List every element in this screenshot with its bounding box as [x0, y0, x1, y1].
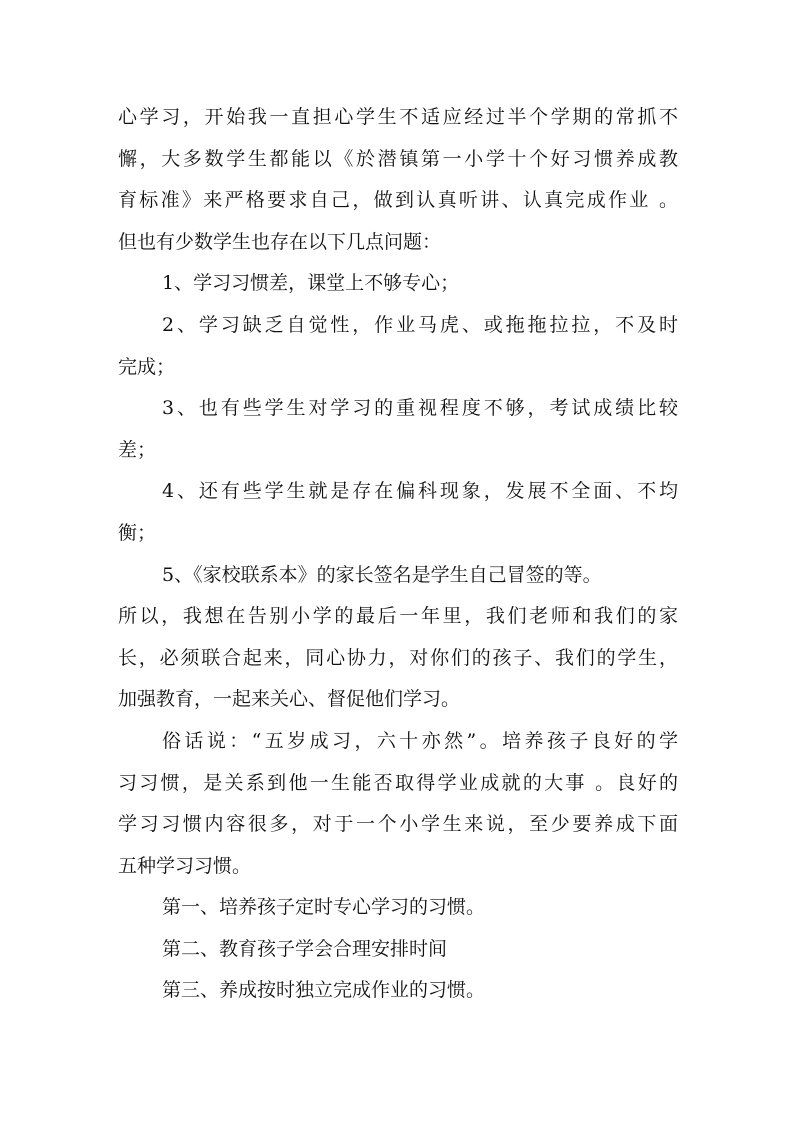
text-line: 习习惯，是关系到他一生能否取得学业成就的大事 。良好的: [118, 771, 678, 794]
text-line: 差；: [118, 438, 157, 461]
text-line: 完成；: [118, 355, 176, 378]
text-line: 长，必须联合起来，同心协力，对你们的孩子、我们的学生，: [118, 646, 678, 669]
list-item-2: 2、学习缺乏自觉性，作业马虎、或拖拖拉拉，不及时: [162, 313, 678, 336]
text-line: 但也有少数学生也存在以下几点问题：: [118, 230, 442, 253]
text-line: 所以，我想在告别小学的最后一年里，我们老师和我们的家: [118, 605, 678, 628]
list-item-5: 5、《家校联系本》的家长签名是学生自己冒签的等。: [162, 563, 602, 586]
text-line: 五种学习习惯。: [118, 854, 252, 877]
text-line: 学习习惯内容很多，对于一个小学生来说，至少要养成下面: [118, 813, 678, 836]
list-item-1: 1、学习习惯差，课堂上不够专心；: [162, 272, 460, 295]
document-body: [118, 97, 678, 1012]
habit-item-2: 第二、教育孩子学会合理安排时间: [162, 937, 448, 960]
text-line: 衡；: [118, 521, 157, 544]
paragraph-start: 俗话说：“五岁成习，六十亦然”。培养孩子良好的学: [162, 729, 678, 752]
habit-item-1: 第一、培养孩子定时专心学习的习惯。: [162, 896, 486, 919]
list-item-3: 3、也有些学生对学习的重视程度不够，考试成绩比较: [162, 397, 678, 420]
text-line: 加强教育，一起来关心、督促他们学习。: [118, 688, 461, 711]
text-line: 育标准》来严格要求自己，做到认真听讲、认真完成作业 。: [118, 189, 678, 212]
list-item-4: 4、还有些学生就是存在偏科现象，发展不全面、不均: [162, 480, 678, 503]
text-line: 懈，大多数学生都能以《於潜镇第一小学十个好习惯养成教: [118, 147, 678, 170]
text-line: 心学习，开始我一直担心学生不适应经过半个学期的常抓不: [118, 106, 678, 128]
habit-item-3: 第三、养成按时独立完成作业的习惯。: [162, 979, 486, 1002]
